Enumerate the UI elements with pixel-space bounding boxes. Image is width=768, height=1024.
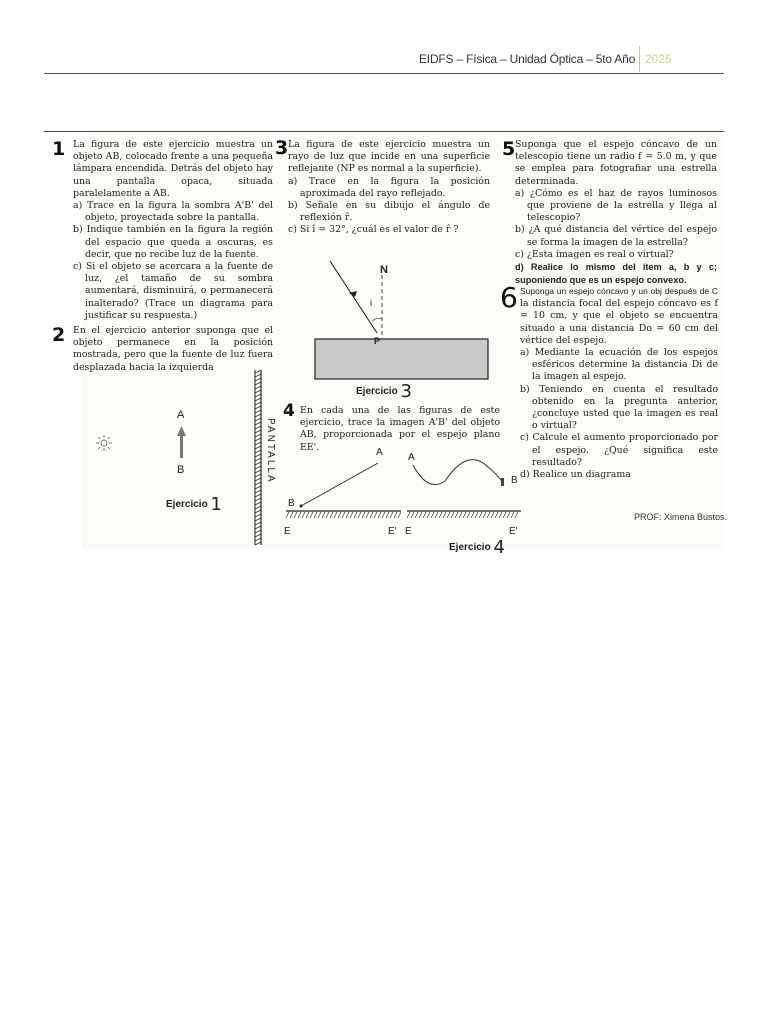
fig3-caption (356, 381, 412, 402)
exercise-4-text: En cada una de las figuras de este ejercicio, trace la imagen A'B' del objeto AB, proporcionada por el espejo plano EE'. (300, 405, 500, 453)
exercise-3-number: 3 (275, 137, 289, 159)
object-ab-arrow (177, 426, 186, 458)
object-ab-curve (413, 460, 503, 485)
fig3-label-n: N (380, 264, 388, 276)
fig4-label-e2-right: E' (509, 526, 518, 537)
exercise-1-item-a: a) Trace en la figura la sombra A'B' del objeto, proyectada sobre la pantalla. (73, 200, 273, 224)
incident-ray (330, 261, 377, 333)
reflecting-surface (315, 339, 488, 379)
fig1-caption (166, 494, 222, 515)
exercise-1-intro: La figura de este ejercicio muestra un objeto AB, colocado frente a una pequeña lámpara encendida. Detrás del objeto hay una pantalla opaca, situada paralelamente a AB. (73, 139, 273, 199)
fig1-caption-text: Ejercicio (166, 499, 208, 510)
exercise-3-item-a: a) Trace en la figura la posición aproximada del rayo reflejado. (288, 175, 490, 199)
exercise-1-text (73, 139, 273, 322)
fig3-label-i: i (370, 298, 372, 308)
object-ab-left (299, 463, 378, 508)
exercise-6-text (520, 285, 718, 481)
exercise-3-item-c: c) Si î = 32°, ¿cuál es el valor de r̂ ? (288, 224, 459, 236)
exercise-2-text: En el ejercicio anterior suponga que el objeto permanece en la posición mostrada, pero que la fuente de luz fuera desplazada hacia la izquierda (73, 325, 273, 373)
header-separator (639, 46, 640, 72)
fig4-caption-number: 4 (493, 537, 505, 558)
fig1-screen-label: PANTALLA (265, 418, 276, 484)
fig3-caption-text: Ejercicio (356, 386, 398, 397)
fig4-label-b-left: B (288, 498, 295, 509)
document-header-title: EIDFS – Física – Unidad Óptica – 5to Año (419, 52, 636, 66)
mirror-1 (286, 511, 401, 518)
fig1-label-b: B (177, 464, 185, 476)
exercise-6-item-c: c) Calcule el aumento proporcionado por el espejo. ¿Qué significa este resultado? (520, 432, 718, 468)
fig3-label-p: P (374, 336, 381, 346)
figure-1 (90, 370, 280, 550)
exercise-6-intro-lead: Suponga un espejo cóncavo y un obj después de C (520, 286, 718, 296)
object-b-marker (501, 478, 504, 486)
fig4-caption (449, 537, 505, 558)
exercise-5-item-a: a) ¿Cómo es el haz de rayos luminosos que proviene de la estrella y llega al telescopio? (515, 187, 717, 224)
exercise-5-item-c: c) ¿Esta imagen es real o virtual? (515, 248, 674, 260)
document-header-year: 2025 (645, 52, 672, 66)
exercise-3-text (288, 139, 490, 237)
exercise-1-item-c: c) Si el objeto se acercara a la fuente de luz, ¿el tamaño de su sombra aumentará, disminuirá, o permanecerá inalterado? (Trace un diagrama para justificar su respuesta.) (73, 261, 273, 321)
exercise-5-intro: Suponga que el espejo cóncavo de un telescopio tiene un radio f = 5.0 m, y que se emplea para fotografiar una estrella determinada. (515, 139, 717, 187)
fig4-label-e2-left: E' (388, 526, 397, 537)
fig4-label-a-right: A (408, 452, 415, 463)
exercise-3-intro: La figura de este ejercicio muestra un rayo de luz que incide en una superficie reflejante (NP es normal a la superficie). (288, 139, 490, 175)
exercise-5-item-d: d) Realice lo mismo del ítem a, b y c; suponiendo que es un espejo convexo. (515, 262, 717, 286)
worksheet-top-rule (44, 131, 724, 132)
exercise-5-text (515, 139, 717, 287)
fig4-label-a-left: A (376, 447, 383, 458)
exercise-1-number: 1 (52, 138, 66, 160)
angle-i-arc (372, 318, 382, 321)
screen-hatched (255, 370, 261, 545)
exercise-2-number: 2 (52, 324, 66, 346)
fig4-label-b-right: B (511, 475, 518, 486)
fig1-caption-number: 1 (210, 494, 222, 515)
exercise-4-number: 4 (283, 401, 295, 421)
fig4-label-e-left: E (284, 526, 291, 537)
exercise-3-item-b: b) Señale en su dibujo el ángulo de reflexión r̂. (288, 200, 490, 224)
exercise-5-item-b: b) ¿A qué distancia del vértice del espejo se forma la imagen de la estrella? (515, 224, 717, 248)
exercise-6-item-a: a) Mediante la ecuación de los espejos esféricos determine la distancia Di de la imagen al espejo. (520, 347, 718, 383)
exercise-6-intro-rest: la distancia focal del espejo cóncavo es f = 10 cm, y que el objeto se encuentra situado a una distancia Do = 60 cm del vértice del espejo. (520, 298, 718, 346)
figure-3 (310, 255, 490, 395)
fig4-label-e-right: E (405, 526, 412, 537)
header-rule (44, 73, 724, 74)
exercise-5-number: 5 (502, 138, 516, 160)
fig1-label-a: A (177, 409, 185, 421)
figure-4 (283, 455, 523, 525)
lamp-icon (96, 435, 112, 451)
exercise-6-item-d: d) Realice un diagrama (520, 469, 631, 481)
exercise-6-number: 6 (500, 281, 518, 314)
teacher-name: PROF: Ximena Bustos. (634, 512, 728, 522)
fig3-caption-number: 3 (400, 381, 412, 402)
fig4-caption-text: Ejercicio (449, 542, 491, 553)
mirror-2 (407, 511, 521, 518)
exercise-6-item-b: b) Teniendo en cuenta el resultado obtenido en la pregunta anterior, ¿concluye usted que la imagen es real o virtual? (520, 383, 718, 432)
exercise-1-item-b: b) Indique también en la figura la región del espacio que queda a oscuras, es decir, que no recibe luz de la fuente. (73, 224, 273, 260)
